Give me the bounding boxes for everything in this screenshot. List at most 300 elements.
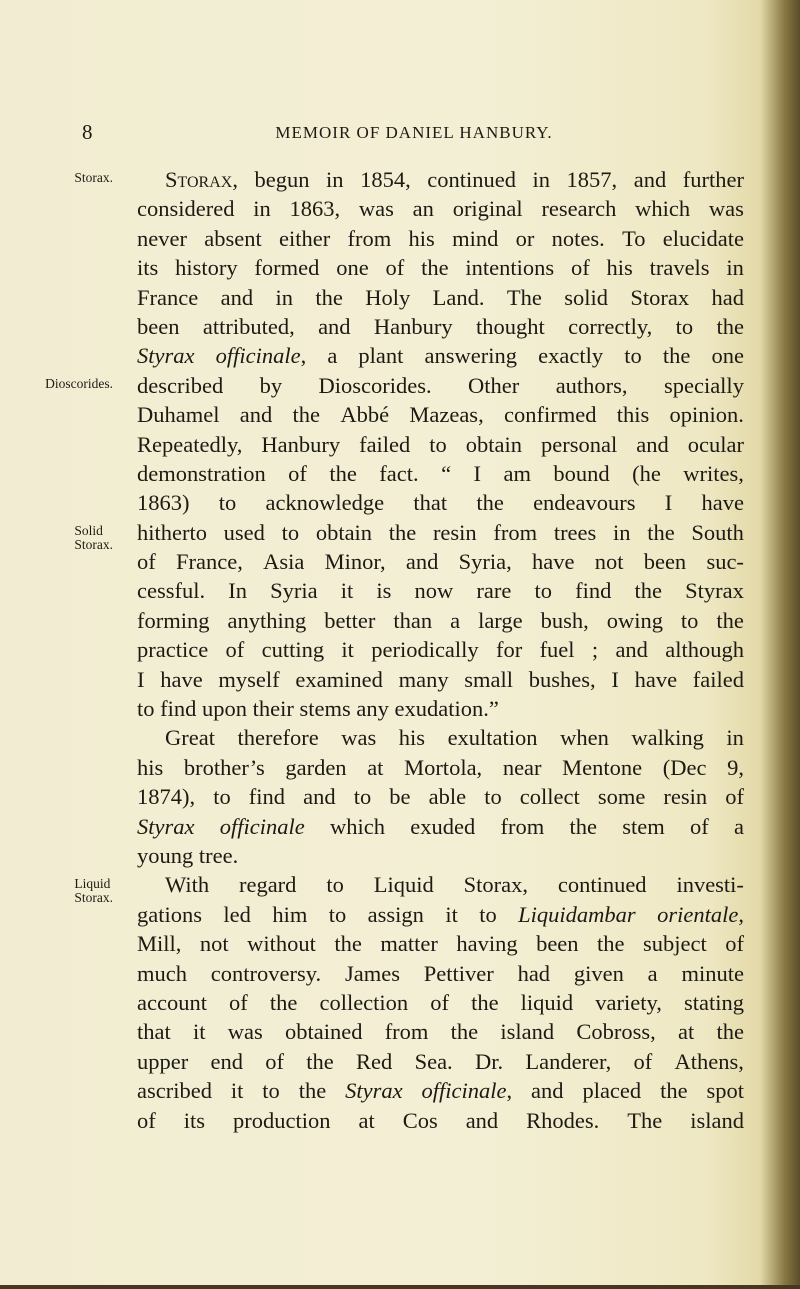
word: it: [340, 578, 354, 604]
word: to: [429, 431, 447, 457]
word: Land.: [432, 284, 485, 310]
text-line: [137, 929, 744, 958]
word: his: [408, 225, 435, 251]
word: by: [259, 372, 283, 398]
word: was: [708, 196, 744, 222]
text-line: [137, 900, 744, 929]
word: young: [137, 842, 194, 868]
text-line: [137, 870, 744, 899]
word: him: [272, 901, 308, 927]
word: have: [531, 549, 575, 575]
word: trees: [553, 519, 597, 545]
word: obtain: [315, 519, 373, 545]
word: Mill,: [137, 931, 182, 957]
word: fuel: [539, 637, 575, 663]
word: of: [725, 931, 744, 957]
margin-note-line: Liquid: [74, 876, 111, 891]
word: solid: [564, 284, 608, 310]
word: Asia: [263, 549, 305, 575]
word: Abbé: [340, 402, 390, 428]
text-line: [137, 812, 744, 841]
margin-note-liquid-storax: [74, 877, 113, 905]
word: In: [228, 578, 247, 604]
word: placed: [582, 1078, 642, 1104]
word: been: [643, 549, 687, 575]
word: To: [622, 225, 646, 251]
word: the: [660, 1078, 688, 1104]
word: to: [479, 901, 497, 927]
word: find: [160, 696, 197, 722]
word: Styrax: [137, 813, 195, 839]
word: have: [634, 666, 678, 692]
word: one: [336, 255, 369, 281]
word: continued: [557, 872, 647, 898]
word: Minor,: [324, 549, 386, 575]
word: to: [328, 901, 347, 927]
word: officinale,: [215, 343, 307, 369]
word: of: [137, 549, 156, 575]
word: and: [636, 431, 669, 457]
word: Landerer,: [525, 1048, 612, 1074]
text-line: [137, 576, 744, 605]
word: forming: [137, 607, 210, 633]
word: am: [503, 460, 531, 486]
word: exuded: [410, 813, 476, 839]
word: to: [534, 578, 552, 604]
word: in: [253, 196, 271, 222]
word: obtain: [465, 431, 523, 457]
word: to: [680, 607, 699, 633]
word: collection: [319, 989, 409, 1015]
text-line: [137, 988, 744, 1017]
word: been: [536, 931, 579, 957]
text-line: [137, 341, 744, 370]
word: writes,: [683, 460, 744, 486]
word: Mortola,: [404, 754, 483, 780]
word: it: [445, 901, 458, 927]
margin-note-line: Solid: [74, 523, 103, 538]
word: island: [690, 1107, 744, 1133]
word: Dr.: [474, 1048, 504, 1074]
word: opinion.: [669, 402, 744, 428]
margin-note-storax: Storax.: [74, 170, 113, 185]
word: had: [711, 284, 744, 310]
word: rare: [476, 578, 512, 604]
text-line: [137, 547, 744, 576]
word: their: [252, 696, 294, 722]
word: is: [376, 578, 392, 604]
word: a: [450, 607, 461, 633]
word: Mentone: [562, 754, 643, 780]
word: the: [334, 931, 362, 957]
word: plant: [358, 343, 404, 369]
word: the: [662, 343, 691, 369]
word: I: [137, 666, 145, 692]
word: personal: [541, 431, 618, 457]
word: travels: [649, 255, 710, 281]
word: the: [716, 1019, 744, 1045]
word: for: [496, 637, 523, 663]
text-line: [137, 1076, 744, 1105]
text-line: [137, 194, 744, 223]
word: garden: [285, 754, 347, 780]
word: upper: [137, 1048, 189, 1074]
word: to: [281, 519, 300, 545]
word: cutting: [261, 637, 325, 663]
word: to: [213, 784, 231, 810]
word: Syria,: [458, 549, 512, 575]
word: authors,: [555, 372, 628, 398]
word: France,: [176, 549, 243, 575]
word: of: [137, 1107, 156, 1133]
word: it: [341, 637, 354, 663]
text-line: [137, 753, 744, 782]
text-line: [137, 283, 744, 312]
word: the: [597, 931, 625, 957]
word: Hanbury: [261, 431, 341, 457]
word: officinale: [219, 813, 305, 839]
word: a: [647, 960, 658, 986]
word: stems: [299, 696, 351, 722]
margin-note-line: Storax.: [74, 890, 113, 905]
word: minute: [681, 960, 744, 986]
word: the: [298, 1078, 327, 1104]
margin-note-dioscorides: Dioscorides.: [45, 376, 113, 391]
word: used: [223, 519, 265, 545]
word: exactly: [538, 343, 604, 369]
word: Athens,: [674, 1048, 744, 1074]
word: Holy: [365, 284, 411, 310]
word: and: [220, 284, 254, 310]
word: in: [726, 255, 744, 281]
word: find: [575, 578, 612, 604]
word: from: [347, 225, 392, 251]
word: stating: [683, 989, 744, 1015]
word: and: [405, 549, 439, 575]
text-line: [137, 1106, 744, 1135]
word: brother’s: [183, 754, 265, 780]
word: from: [493, 519, 538, 545]
word: his: [398, 725, 426, 751]
text-line: [137, 371, 744, 400]
word: Liquidambar: [518, 901, 636, 927]
word: Storax: [630, 284, 690, 310]
word: island: [500, 1019, 555, 1045]
word: either: [279, 225, 331, 251]
word: tree.: [198, 842, 239, 868]
word: and: [318, 313, 351, 339]
word: its: [183, 1107, 205, 1133]
running-title: MEMOIR OF DANIEL HANBURY.: [275, 123, 553, 142]
word: Styrax: [137, 343, 195, 369]
word: The: [506, 284, 542, 310]
word: resin: [663, 784, 708, 810]
text-line: [137, 723, 744, 752]
word: correctly,: [568, 313, 653, 339]
word: answering: [424, 343, 518, 369]
word: many: [398, 666, 449, 692]
text-line: [137, 606, 744, 635]
margin-note-line: Storax.: [74, 537, 113, 552]
word: 1863,: [289, 196, 341, 222]
word: at: [358, 1107, 375, 1133]
word: in: [532, 167, 551, 192]
word: of: [288, 460, 307, 486]
word: (he: [632, 460, 661, 486]
word: have: [160, 666, 203, 692]
word: suc-: [706, 549, 744, 575]
word: one: [711, 343, 744, 369]
word: begun: [254, 167, 310, 192]
word: attributed,: [202, 313, 295, 339]
word: Styrax: [345, 1078, 403, 1104]
word: controversy.: [210, 960, 322, 986]
word: Storax,: [463, 872, 528, 898]
text-line: [137, 1017, 744, 1046]
word: was: [341, 725, 377, 751]
word: from: [500, 813, 545, 839]
word: exudation.”: [394, 696, 499, 722]
word: be: [389, 784, 411, 810]
word: the: [569, 813, 597, 839]
word: hitherto: [137, 519, 207, 545]
word: orientale,: [657, 901, 744, 927]
word: and: [465, 1107, 499, 1133]
word: 1854,: [360, 167, 411, 192]
text-line: [137, 841, 744, 870]
word: France: [137, 284, 199, 310]
word: a: [733, 813, 744, 839]
word: of: [225, 637, 245, 663]
text-line: [137, 224, 744, 253]
word: without: [247, 931, 316, 957]
word: I: [664, 490, 673, 516]
word: I: [611, 666, 619, 692]
word: it: [192, 1019, 206, 1045]
word: Mazeas,: [409, 402, 484, 428]
word: the: [315, 284, 343, 310]
word: formed: [254, 255, 320, 281]
word: and: [239, 402, 273, 428]
word: this: [616, 402, 650, 428]
word: Sea.: [414, 1048, 453, 1074]
word: 1857,: [566, 167, 618, 192]
word: ;: [591, 637, 599, 663]
word: to: [262, 1078, 280, 1104]
word: not: [199, 931, 229, 957]
margin-note-solid-storax: [74, 524, 113, 552]
word: officinale,: [421, 1078, 513, 1104]
word: to: [353, 784, 372, 810]
word: the: [292, 402, 321, 428]
word: history: [175, 255, 238, 281]
word: the: [388, 519, 417, 545]
word: to: [218, 490, 237, 516]
word: owing: [606, 607, 663, 633]
word: a: [327, 343, 338, 369]
word: Dioscorides.: [318, 372, 432, 398]
word: to: [484, 784, 502, 810]
word: liquid: [520, 989, 574, 1015]
word: the: [269, 989, 298, 1015]
word: considered: [137, 196, 235, 222]
word: spot: [706, 1078, 744, 1104]
word: that: [413, 490, 448, 516]
word: or: [515, 225, 535, 251]
word: described: [137, 372, 224, 398]
word: account: [137, 989, 207, 1015]
word: cessful.: [137, 578, 206, 604]
word: Pettiver: [423, 960, 494, 986]
word: assign: [367, 901, 424, 927]
word: elucidate: [662, 225, 744, 251]
word: of: [385, 255, 405, 281]
word: Red: [356, 1048, 393, 1074]
word: small: [464, 666, 514, 692]
word: resin: [432, 519, 477, 545]
word: 1863): [137, 490, 190, 516]
word: the: [647, 519, 675, 545]
word: bound: [553, 460, 610, 486]
word: failed: [692, 666, 744, 692]
page-edge: [0, 1285, 800, 1289]
word: led: [223, 901, 251, 927]
word: Cos: [402, 1107, 438, 1133]
word: therefore: [237, 725, 319, 751]
text-line: [137, 488, 744, 517]
word: although: [665, 637, 744, 663]
word: which: [635, 196, 691, 222]
word: variety,: [595, 989, 662, 1015]
word: Rhodes.: [526, 1107, 600, 1133]
word: James: [344, 960, 400, 986]
word: myself: [218, 666, 280, 692]
word: much: [137, 960, 187, 986]
word: matter: [380, 931, 438, 957]
word: the: [476, 490, 504, 516]
text-line: [137, 312, 744, 341]
word: Styrax: [685, 578, 744, 604]
word: bushes,: [528, 666, 596, 692]
word: stem: [622, 813, 665, 839]
word: (Dec: [662, 754, 707, 780]
word: original: [452, 196, 523, 222]
word: collect: [519, 784, 580, 810]
text-line: [137, 253, 744, 282]
word: and: [615, 637, 648, 663]
word: near: [502, 754, 542, 780]
word: Hanbury: [373, 313, 453, 339]
text-line: [137, 518, 744, 547]
word: Liquid: [373, 872, 434, 898]
running-header: [82, 120, 746, 150]
word: absent: [204, 225, 262, 251]
word: of: [725, 784, 744, 810]
word: Great: [165, 725, 215, 751]
word: able: [428, 784, 467, 810]
word: upon: [202, 696, 248, 722]
word: his: [137, 754, 164, 780]
word: in: [612, 519, 631, 545]
word: of: [229, 989, 248, 1015]
word: Cobross,: [576, 1019, 656, 1045]
word: end: [210, 1048, 243, 1074]
word: large: [478, 607, 523, 633]
word: regard: [238, 872, 297, 898]
word: now: [414, 578, 454, 604]
word: the: [306, 1048, 334, 1074]
word: obtained: [284, 1019, 363, 1045]
word: bush,: [540, 607, 589, 633]
word: of: [265, 1048, 285, 1074]
word: find: [248, 784, 286, 810]
word: Other: [468, 372, 520, 398]
word: in: [726, 725, 744, 751]
text-line: [137, 430, 744, 459]
word: his: [606, 255, 633, 281]
word: when: [560, 725, 609, 751]
page-number: 8: [82, 120, 93, 144]
word: its: [137, 255, 159, 281]
word: Repeatedly,: [137, 431, 243, 457]
word: ocular: [687, 431, 744, 457]
word: to: [326, 872, 344, 898]
text-line: [137, 959, 744, 988]
word: the: [329, 460, 357, 486]
word: gations: [137, 901, 202, 927]
word: notes.: [551, 225, 605, 251]
word: I: [473, 460, 482, 486]
word: failed: [359, 431, 411, 457]
word: anything: [227, 607, 307, 633]
word: mind: [452, 225, 499, 251]
word: continued: [427, 167, 516, 192]
word: the: [716, 313, 744, 339]
word: than: [393, 607, 433, 633]
word: thought: [476, 313, 545, 339]
word: Syria: [270, 578, 318, 604]
word: 9,: [727, 754, 744, 780]
word: having: [456, 931, 518, 957]
word: been: [137, 313, 180, 339]
word: of: [633, 1048, 653, 1074]
word: to: [137, 696, 155, 722]
word: confirmed: [503, 402, 597, 428]
word: South: [691, 519, 744, 545]
word: Storax,: [165, 167, 238, 192]
word: given: [573, 960, 624, 986]
text-line: [137, 1047, 744, 1076]
word: practice: [137, 637, 209, 663]
word: had: [517, 960, 551, 986]
word: in: [275, 284, 293, 310]
word: endeavours: [533, 490, 636, 516]
word: was: [358, 196, 394, 222]
word: examined: [295, 666, 383, 692]
word: any: [356, 696, 389, 722]
word: of: [430, 989, 449, 1015]
word: the: [450, 1019, 479, 1045]
word: “: [441, 460, 452, 486]
word: that: [137, 1019, 171, 1045]
word: better: [324, 607, 376, 633]
word: the: [634, 578, 662, 604]
word: in: [326, 167, 344, 192]
word: further: [682, 167, 744, 192]
body-text: [137, 165, 744, 1135]
word: not: [594, 549, 624, 575]
word: from: [384, 1019, 429, 1045]
